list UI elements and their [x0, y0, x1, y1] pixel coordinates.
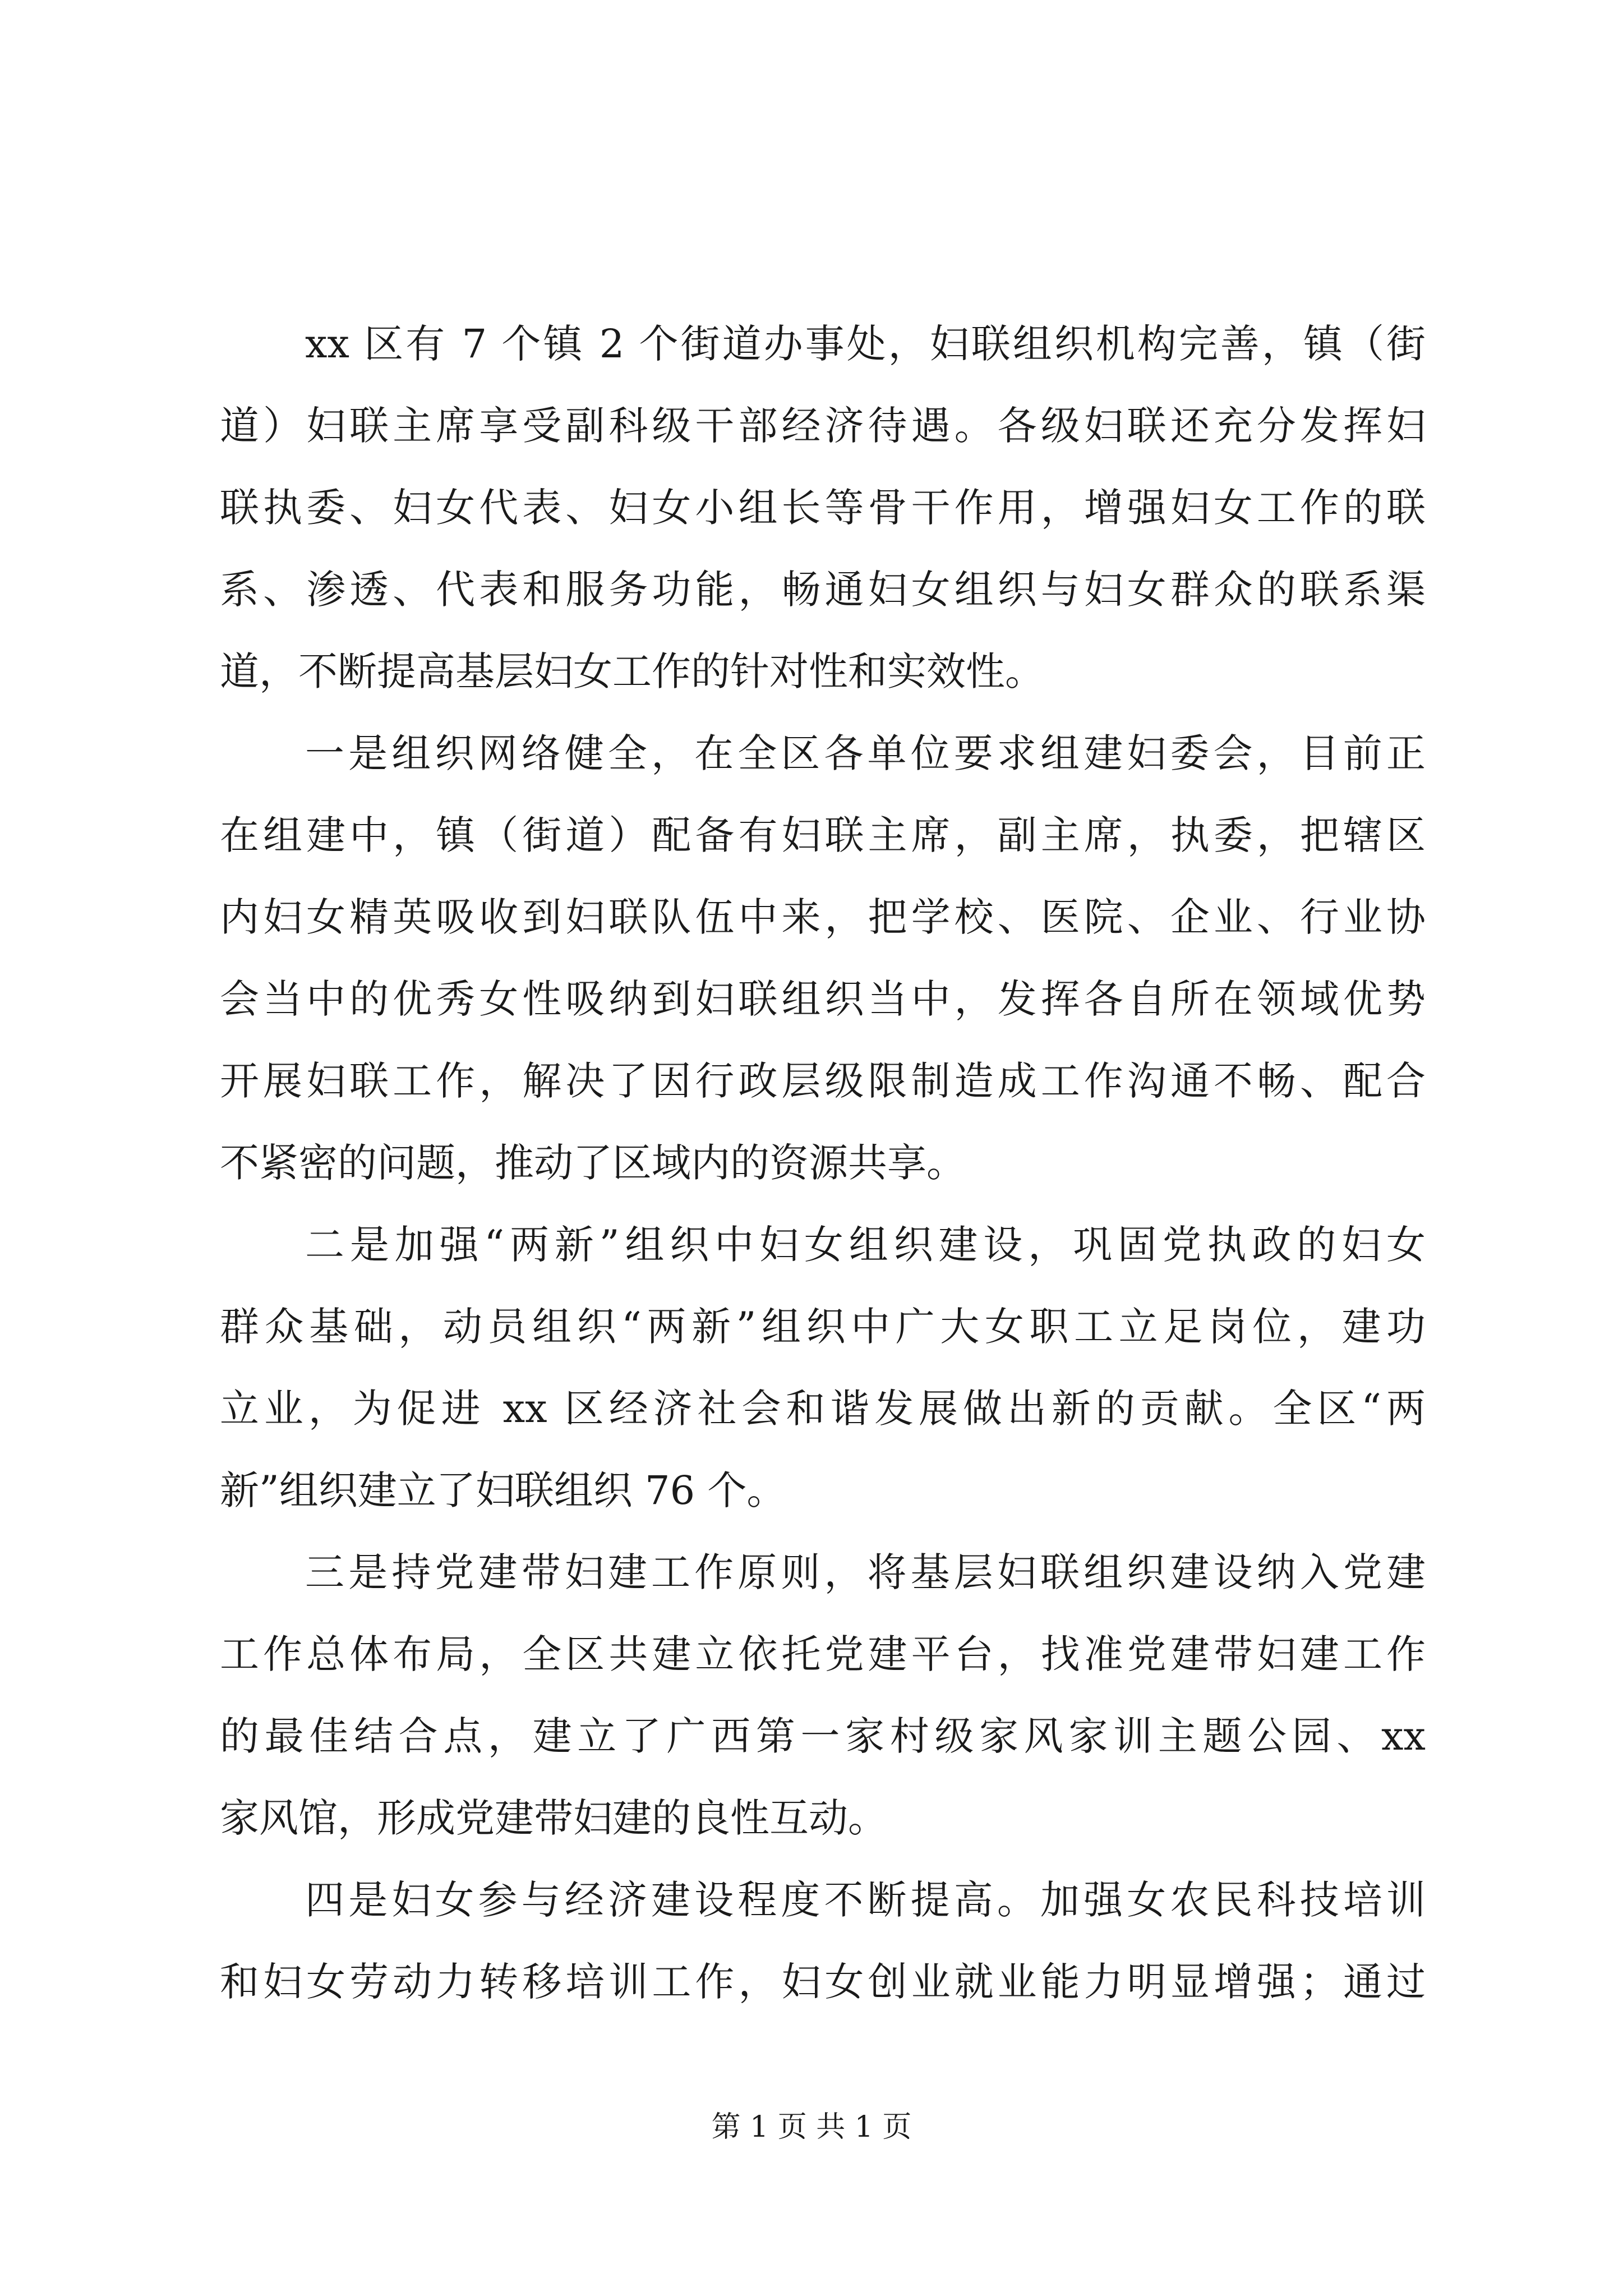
text-line: 立业，为促进 xx 区经济社会和谐发展做出新的贡献。全区“两 [220, 1386, 1426, 1432]
text-line: 新”组织建立了妇联组织 76 个。 [220, 1467, 786, 1513]
text-line: 三是持党建带妇建工作原则，将基层妇联组织建设纳入党建 [305, 1549, 1426, 1595]
text-line: 道，不断提高基层妇女工作的针对性和实效性。 [220, 648, 1044, 694]
text-line: 一是组织网络健全，在全区各单位要求组建妇委会，目前正 [305, 730, 1426, 776]
text-line: 二是加强“两新”组织中妇女组织建设，巩固党执政的妇女 [305, 1222, 1426, 1268]
text-line: 联执委、妇女代表、妇女小组长等骨干作用，增强妇女工作的联 [220, 485, 1426, 531]
text-line: 道）妇联主席享受副科级干部经济待遇。各级妇联还充分发挥妇 [220, 403, 1426, 449]
paragraph-point-four [220, 1859, 1426, 2023]
text-line: 内妇女精英吸收到妇联队伍中来，把学校、医院、企业、行业协 [220, 894, 1426, 940]
text-line: 四是妇女参与经济建设程度不断提高。加强女农民科技培训 [305, 1877, 1426, 1923]
paragraph-intro [220, 303, 1426, 712]
page-number-footer: 第 1 页 共 1 页 [711, 2110, 912, 2144]
paragraph-point-one [220, 712, 1426, 1204]
text-line: 开展妇联工作，解决了因行政层级限制造成工作沟通不畅、配合 [220, 1058, 1426, 1104]
text-line: 在组建中，镇（街道）配备有妇联主席，副主席，执委，把辖区 [220, 812, 1426, 858]
paragraph-point-three [220, 1531, 1426, 1859]
text-line: 不紧密的问题，推动了区域内的资源共享。 [220, 1140, 966, 1186]
text-line: 家风馆，形成党建带妇建的良性互动。 [220, 1795, 887, 1841]
document-body [220, 303, 1426, 2023]
text-line: 和妇女劳动力转移培训工作，妇女创业就业能力明显增强；通过 [220, 1959, 1426, 2005]
text-line: 的最佳结合点，建立了广西第一家村级家风家训主题公园、xx [220, 1713, 1426, 1759]
text-line: 工作总体布局，全区共建立依托党建平台，找准党建带妇建工作 [220, 1631, 1426, 1677]
text-line: xx 区有 7 个镇 2 个街道办事处，妇联组织机构完善，镇（街 [305, 321, 1426, 367]
text-line: 群众基础，动员组织“两新”组织中广大女职工立足岗位，建功 [220, 1304, 1426, 1350]
paragraph-point-two [220, 1204, 1426, 1531]
text-line: 系、渗透、代表和服务功能，畅通妇女组织与妇女群众的联系渠 [220, 567, 1426, 613]
text-line: 会当中的优秀女性吸纳到妇联组织当中，发挥各自所在领域优势 [220, 976, 1426, 1022]
